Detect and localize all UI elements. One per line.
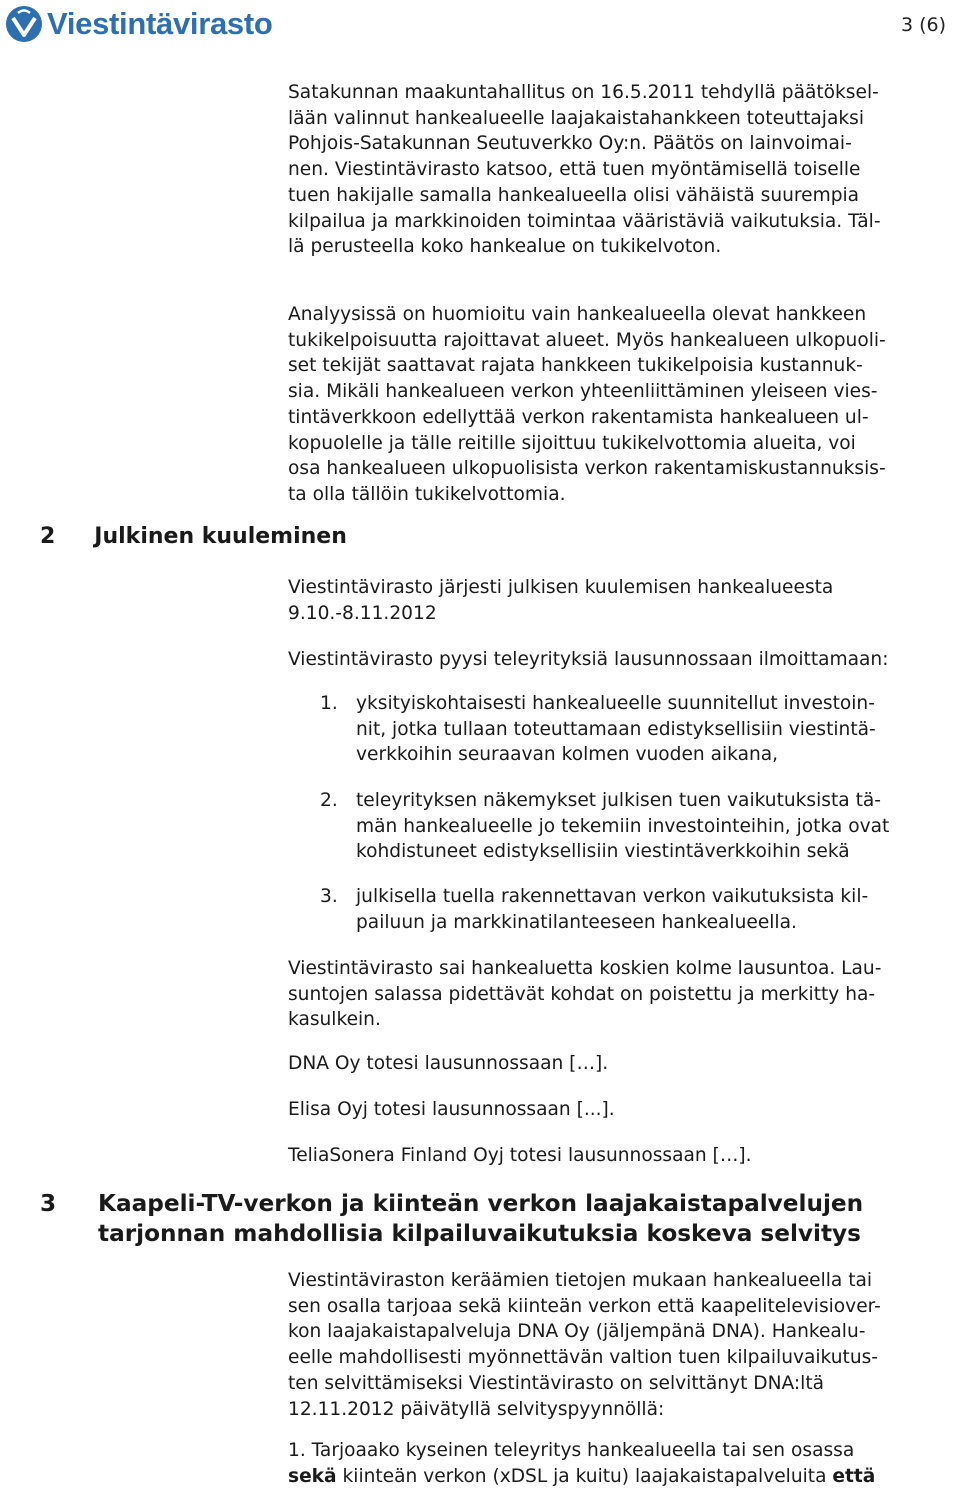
bold-etta: että [832,1465,876,1487]
section-2-title: Julkinen kuuleminen [94,524,347,549]
paragraph-dna: DNA Oy totesi lausunnossaan […]. [288,1053,609,1074]
section-2-heading [40,524,347,549]
section-3-number: 3 [40,1190,57,1217]
paragraph-analysis: Analyysissä on huomioitu vain hankealueella olevat hankkeen tukikelpoisuutta rajoittavat alueet. Myös hankealueen ulkopuoli- set tekijät saattavat rajata hankkeen tukikelpoisia kustannuk- sia. Mikäli hankealueen verkon yhteenliittäminen yleiseen vies- tintäverkkoon edellyttää verkon rakentamista hankealueen ul- kopuolelle ja tälle reitille sijoittuu tukikelvottomia alueita, voi osa hankealueen ulkopuolisista verkon rakentamiskustannuksis- ta olla tällöin tukikelvottomia. [288,304,886,505]
list-item-text: teleyrityksen näkemykset julkisen tuen vaikutuksista tä- män hankealueelle jo tekemiin investointeihin, jotka ovat kohdistuneet edistyksellisiin viestintäverkkoihin sekä [356,790,890,863]
logo [4,4,273,44]
list-item-number: 1. [320,693,338,714]
paragraph-teliasonera: TeliaSonera Finland Oyj totesi lausunnossaan […]. [288,1145,752,1166]
list-item-text: yksityiskohtaisesti hankealueelle suunnitellut investoin- nit, jotka tullaan toteuttamaan edistyksellisiin viestintä- verkkoihin seuraavan kolmen vuoden aikana, [356,693,876,766]
survey-question-line: 1. Tarjoaako kyseinen teleyritys hankealueella tai sen osassa [288,1440,855,1461]
list-item-text: julkisella tuella rakennettavan verkon vaikutuksista kil- pailuun ja markkinatilanteeseen hankealueella. [356,886,869,933]
paragraph-survey: Viestintäviraston keräämien tietojen mukaan hankealueella tai sen osalla tarjoaa sekä kiinteän verkon että kaapelitelevisiover- kon laajakaistapalveluja DNA Oy (jäljempänä DNA). Hankealu- eelle mahdollisesti myönnettävän valtion tuen kilpailuvaikutus- ten selvittämiseksi Viestintävirasto on selvittänyt DNA:ltä 12.11.2012 päivätyllä selvityspyynnöllä: [288,1270,881,1420]
bold-seka: sekä [288,1465,337,1487]
paragraph-decision: Satakunnan maakuntahallitus on 16.5.2011 tehdyllä päätöksel- lään valinnut hankealueelle laajakaistahankkeen toteuttajaksi Pohjois-Satakunnan Seutuverkko Oy:n. Päätös on lainvoimai- nen. Viestintävirasto katsoo, että tuen myöntämisellä toiselle tuen hakijalle samalla hankealueella olisi vähäistä suurempia kilpailua ja markkinoiden toimintaa vääristäviä vaikutuksia. Täl- lä perusteella koko hankealue on tukikelvoton. [288,82,881,258]
paragraph-request: Viestintävirasto pyysi teleyrityksiä lausunnossaan ilmoittamaan: [288,649,889,670]
list-item-number: 3. [320,886,338,907]
list-item [320,788,960,865]
list-item-number: 2. [320,790,338,811]
survey-question [288,1438,953,1489]
section-3-title: Kaapeli-TV-verkon ja kiinteän verkon laajakaistapalvelujen tarjonnan mahdollisia kilpailuvaikutuksia koskeva selvitys [98,1190,864,1247]
page-number: 3 (6) [900,14,946,36]
survey-question-mid: kiinteän verkon (xDSL ja kuitu) laajakaistapalveluita [336,1465,833,1487]
logo-emblem-icon [4,4,44,44]
logo-text: Viestintävirasto [47,6,273,41]
list-item [320,884,960,961]
list-item [320,691,960,768]
paragraph-elisa: Elisa Oyj totesi lausunnossaan [...]. [288,1099,615,1120]
paragraph-hearing: Viestintävirasto järjesti julkisen kuulemisen hankealueesta 9.10.-8.11.2012 [288,577,834,624]
section-2-number: 2 [40,524,56,549]
paragraph-statements: Viestintävirasto sai hankealuetta koskien kolme lausuntoa. Lau- suntojen salassa pidettävät kohdat on poistettu ja merkitty ha- kasulkein. [288,958,882,1031]
